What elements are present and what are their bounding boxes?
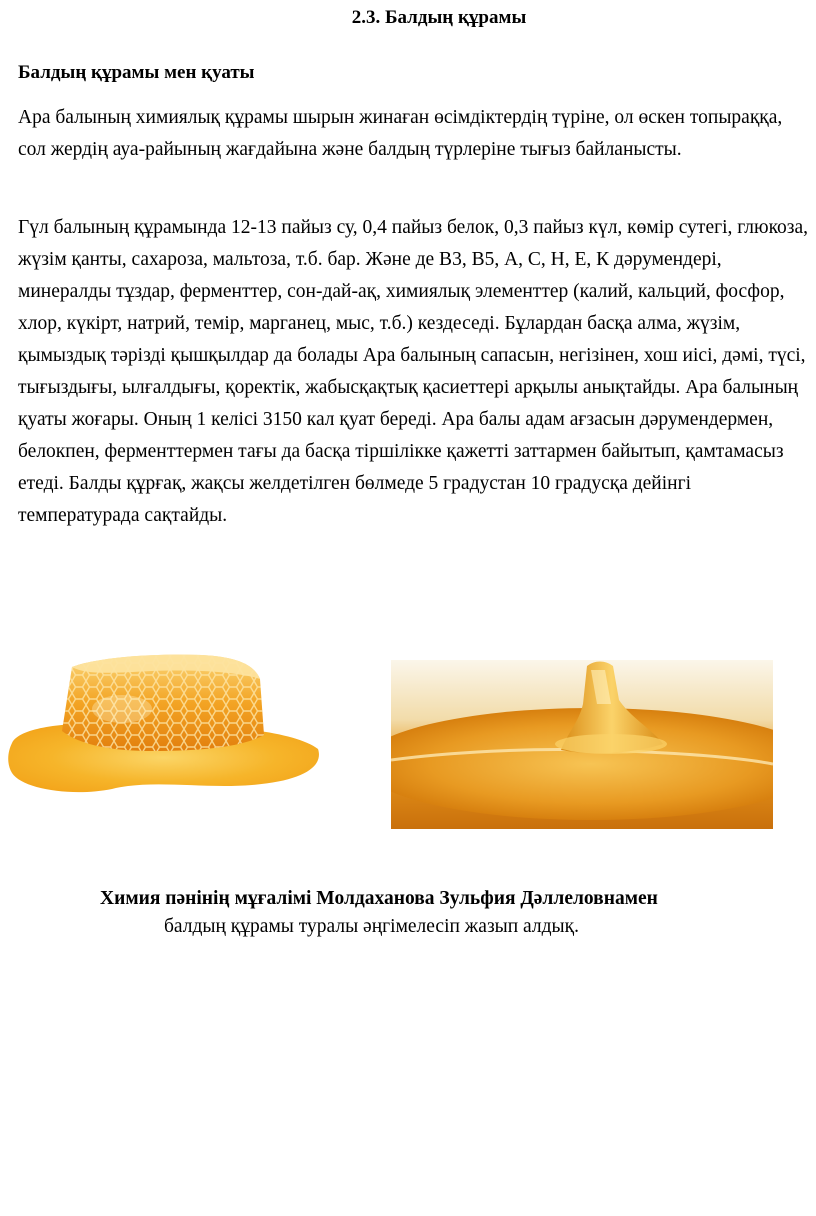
honeycomb-image: [2, 639, 326, 807]
paragraph-intro: Ара балының химиялық құрамы шырын жинаған өсімдіктердің түріне, ол өскен топыраққа, сол жердің ауа-райының жағдайына және балдың түрлеріне тығыз байланысты.: [18, 107, 783, 160]
honey-pour-illustration: [391, 660, 773, 829]
honey-pour-image: [391, 660, 773, 829]
honeycomb-illustration: [2, 639, 326, 807]
paragraph-composition: Гүл балының құрамында 12-13 пайыз су, 0,4 пайыз белок, 0,3 пайыз күл, көмір сутегі, глюкоза, жүзім қанты, сахароза, мальтоза, т.б. бар. Және де В3, В5, А, С, Н, Е, К дәрумендері, минералды тұздар, ферменттер, сон-дай-ақ, химиялық элементтер (калий, кальций, фосфор, хлор, күкірт, натрий, темір, марганец, мыс, т.б.) кездеседі. Бұлардан басқа алма, жүзім, қымыздық тәрізді қышқылдар да болады Ара балының сапасын, негізінен, хош иісі, дәмі, түсі, тығыздығы, ылғалдығы, қоректік, жабысқақтық қасиеттері арқылы анықтайды. Ара балының қуаты жоғары. Оның 1 келісі 3150 кал қуат береді. Ара балы адам ағзасын дәрумендермен, белокпен, ферменттермен тағы да басқа тіршілікке қажетті заттармен байытып, қамтамасыз етеді. Балды құрғақ, жақсы желдетілген бөлмеде 5 градустан 10 градусқа дейінгі температурада сақтайды.: [18, 217, 809, 526]
credit-author: Химия пәнінің мұғалімі Молдаханова Зульфия Дәллеловнамен: [100, 888, 658, 909]
credit-note: балдың құрамы туралы әңгімелесіп жазып алдық.: [164, 916, 579, 937]
subheading: Балдың құрамы мен қуаты: [18, 62, 255, 83]
section-title: 2.3. Балдың құрамы: [351, 7, 527, 28]
